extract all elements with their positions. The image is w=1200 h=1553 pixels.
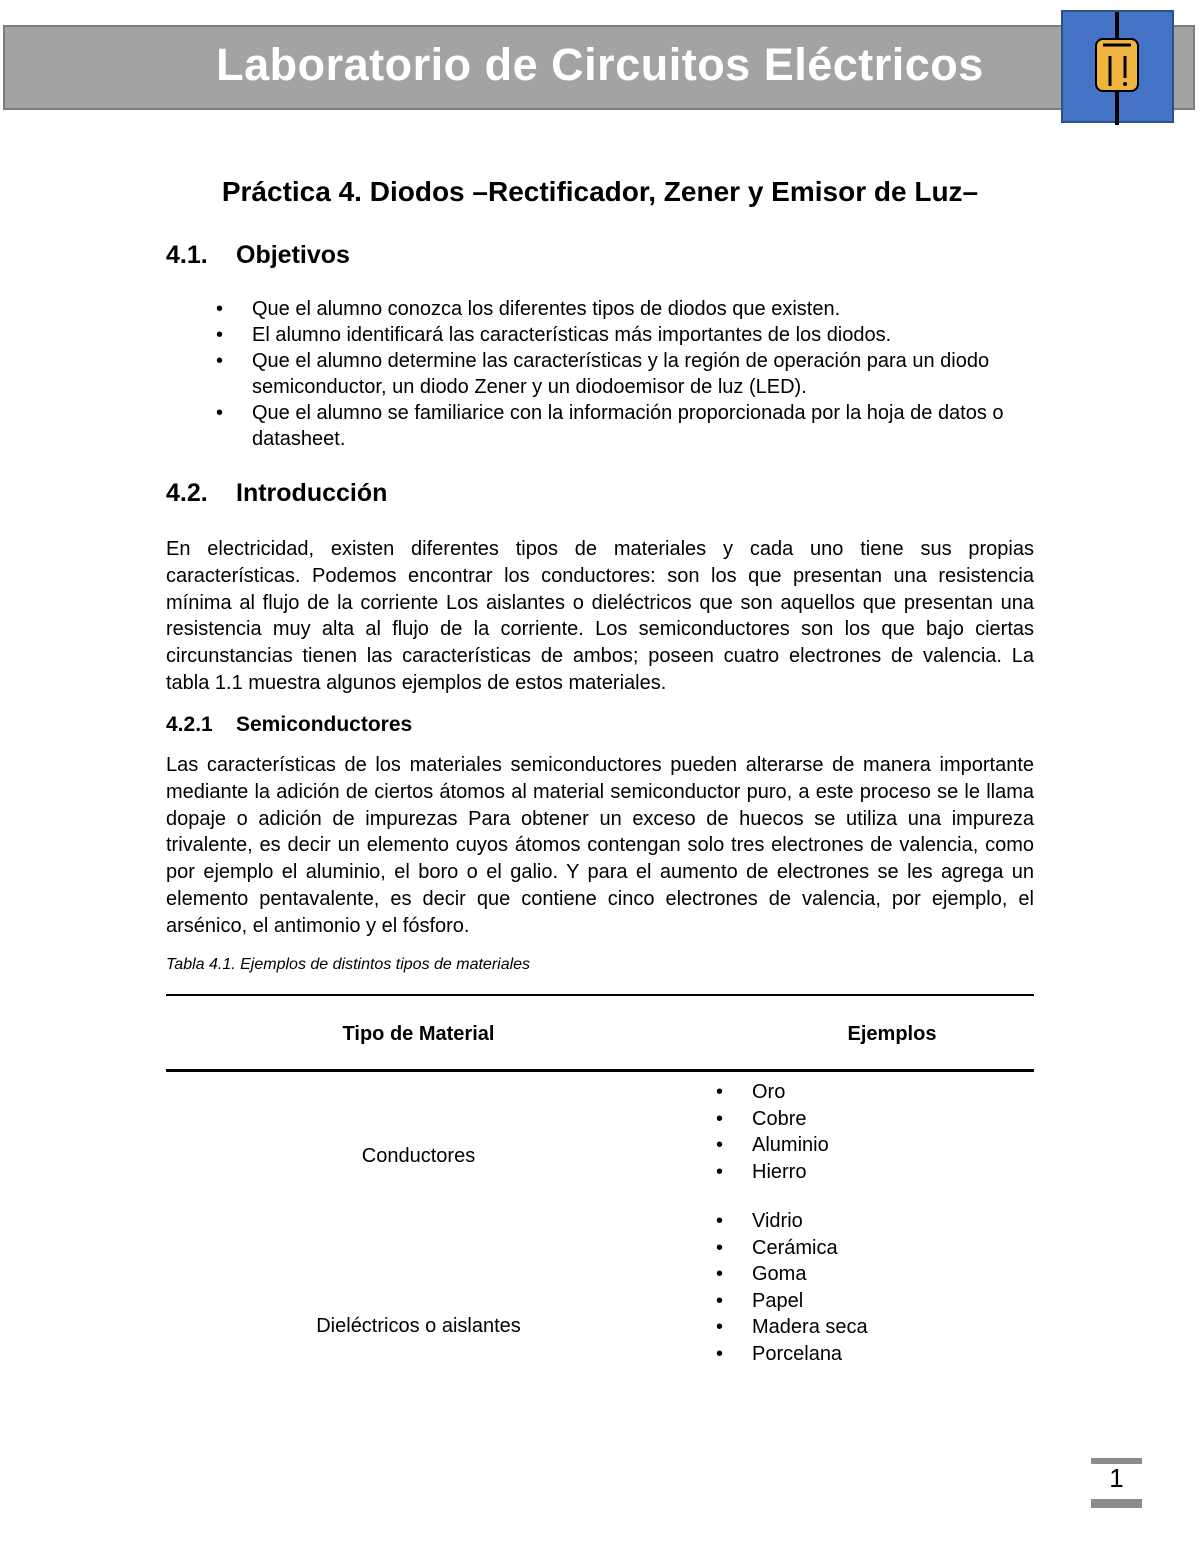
section-number: 4.1.	[166, 241, 208, 269]
page-number: 1	[1109, 1463, 1124, 1493]
section-heading-objetivos	[166, 241, 350, 270]
section-title: Introducción	[236, 479, 388, 507]
list-item: • Que el alumno se familiarice con la información proporcionada por la hoja de datos o datasheet.	[216, 400, 1016, 452]
section-number: 4.2.	[166, 479, 208, 507]
table-examples-list	[716, 1079, 829, 1185]
page-number-bottom-bar	[1091, 1499, 1142, 1508]
subsection-number: 4.2.1	[166, 713, 213, 736]
table-examples-list	[716, 1208, 868, 1367]
introduction-paragraph: En electricidad, existen diferentes tipos de materiales y cada uno tiene sus propias características. Podemos encontrar los conductores: son los que presentan una resistencia mínima al flujo de la corriente Los aislantes o dieléctricos que son aquellos que presentan una resistencia muy alta al flujo de la corriente. Los semiconductores son los que bajo ciertas circunstancias tienen las características de ambos; poseen cuatro electrones de valencia. La tabla 1.1 muestra algunos ejemplos de estos materiales.	[166, 538, 1034, 694]
table-cell-type: Conductores	[361, 1145, 476, 1167]
list-item: • Que el alumno determine las características y la región de operación para un diodo semiconductor, un diodo Zener y un diodoemisor de luz (LED).	[216, 348, 1016, 400]
list-item: • Cobre	[716, 1106, 829, 1133]
table-header-type: Tipo de Material	[342, 1023, 495, 1045]
header-title: Laboratorio de Circuitos Eléctricos	[216, 39, 984, 90]
list-item: • Cerámica	[716, 1235, 868, 1262]
table-header-rule	[166, 1069, 1034, 1072]
list-item: • Oro	[716, 1079, 829, 1106]
objectives-list	[216, 296, 1016, 452]
semiconductors-paragraph: Las características de los materiales semiconductores pueden alterarse de manera importante mediante la adición de ciertos átomos al material semiconductor puro, a este proceso se le llama dopaje o adición de impurezas Para obtener un exceso de huecos se utiliza una impureza trivalente, es decir un elemento cuyos átomos contengan solo tres electrones de valencia, como por ejemplo el aluminio, el boro o el galio. Y para el aumento de electrones se les agrega un elemento pentavalente, es decir que contiene cinco electrones de valencia, por ejemplo, el arsénico, el antimonio y el fósforo.	[166, 754, 1034, 937]
list-item: • Vidrio	[716, 1208, 868, 1235]
list-item: • Porcelana	[716, 1341, 868, 1368]
list-item: • Goma	[716, 1261, 868, 1288]
list-item: • Hierro	[716, 1159, 829, 1186]
section-heading-introduccion	[166, 479, 387, 508]
table-top-rule	[166, 994, 1034, 996]
section-title: Objetivos	[236, 241, 350, 269]
table-caption: Tabla 4.1. Ejemplos de distintos tipos de materiales	[166, 956, 531, 973]
subsection-title: Semiconductores	[236, 713, 413, 736]
table-header-examples: Ejemplos	[847, 1023, 937, 1045]
circuit-lab-logo-icon	[1061, 10, 1174, 123]
list-item: • Que el alumno conozca los diferentes tipos de diodos que existen.	[216, 296, 1016, 322]
list-item: • Papel	[716, 1288, 868, 1315]
table-cell-type: Dieléctricos o aislantes	[316, 1315, 521, 1337]
list-item: • Aluminio	[716, 1132, 829, 1159]
list-item: • Madera seca	[716, 1314, 868, 1341]
subsection-heading-semiconductores	[166, 713, 412, 737]
page-title: Práctica 4. Diodos –Rectificador, Zener y Emisor de Luz–	[221, 176, 979, 207]
list-item: • El alumno identificará las características más importantes de los diodos.	[216, 322, 1016, 348]
